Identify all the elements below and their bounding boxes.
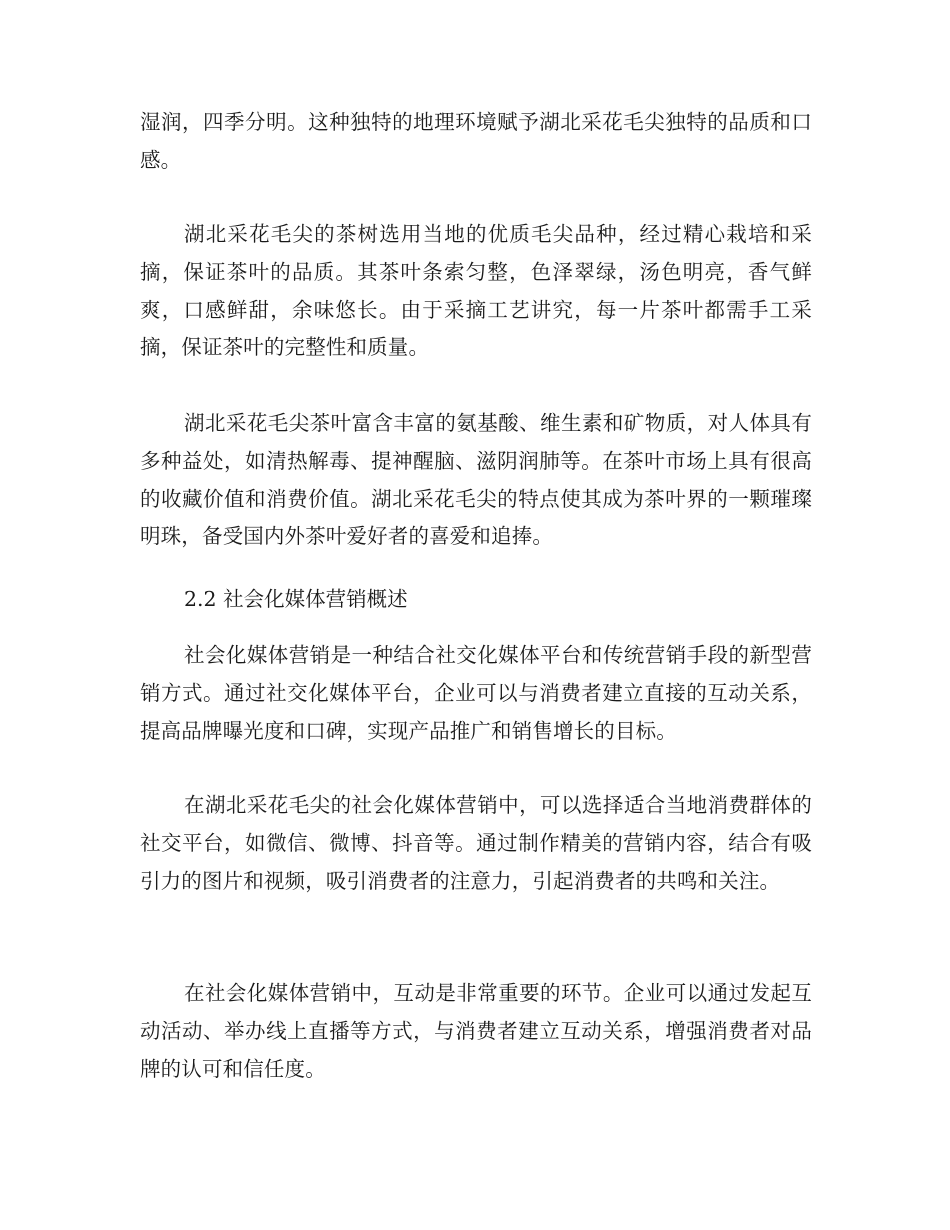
paragraph-platform-selection: 在湖北采花毛尖的社会化媒体营销中，可以选择适合当地消费群体的社交平台，如微信、微博、抖音等。通过制作精美的营销内容，结合有吸引力的图片和视频，吸引消费者的注意力，引起消费者的共鸣和关注。: [140, 793, 812, 893]
paragraph-social-media-definition: 社会化媒体营销是一种结合社交化媒体平台和传统营销手段的新型营销方式。通过社交化媒体平台，企业可以与消费者建立直接的互动关系，提高品牌曝光度和口碑，实现产品推广和销售增长的目标。: [140, 643, 812, 743]
section-heading-2-2: 2.2 社会化媒体营销概述: [184, 587, 408, 611]
paragraph-tea-tree-quality: 湖北采花毛尖的茶树选用当地的优质毛尖品种，经过精心栽培和采摘，保证茶叶的品质。其茶叶条索匀整，色泽翠绿，汤色明亮，香气鲜爽，口感鲜甜，余味悠长。由于采摘工艺讲究，每一片茶叶都需手工采摘，保证茶叶的完整性和质量。: [140, 222, 812, 360]
paragraph-nutrition-value: 湖北采花毛尖茶叶富含丰富的氨基酸、维生素和矿物质，对人体具有多种益处，如清热解毒、提神醒脑、滋阴润肺等。在茶叶市场上具有很高的收藏价值和消费价值。湖北采花毛尖的特点使其成为茶叶界的一颗璀璨明珠，备受国内外茶叶爱好者的喜爱和追捧。: [140, 411, 812, 549]
paragraph-geography-continued: 湿润，四季分明。这种独特的地理环境赋予湖北采花毛尖独特的品质和口感。: [140, 110, 812, 172]
paragraph-interaction-importance: 在社会化媒体营销中，互动是非常重要的环节。企业可以通过发起互动活动、举办线上直播等方式，与消费者建立互动关系，增强消费者对品牌的认可和信任度。: [140, 981, 812, 1081]
